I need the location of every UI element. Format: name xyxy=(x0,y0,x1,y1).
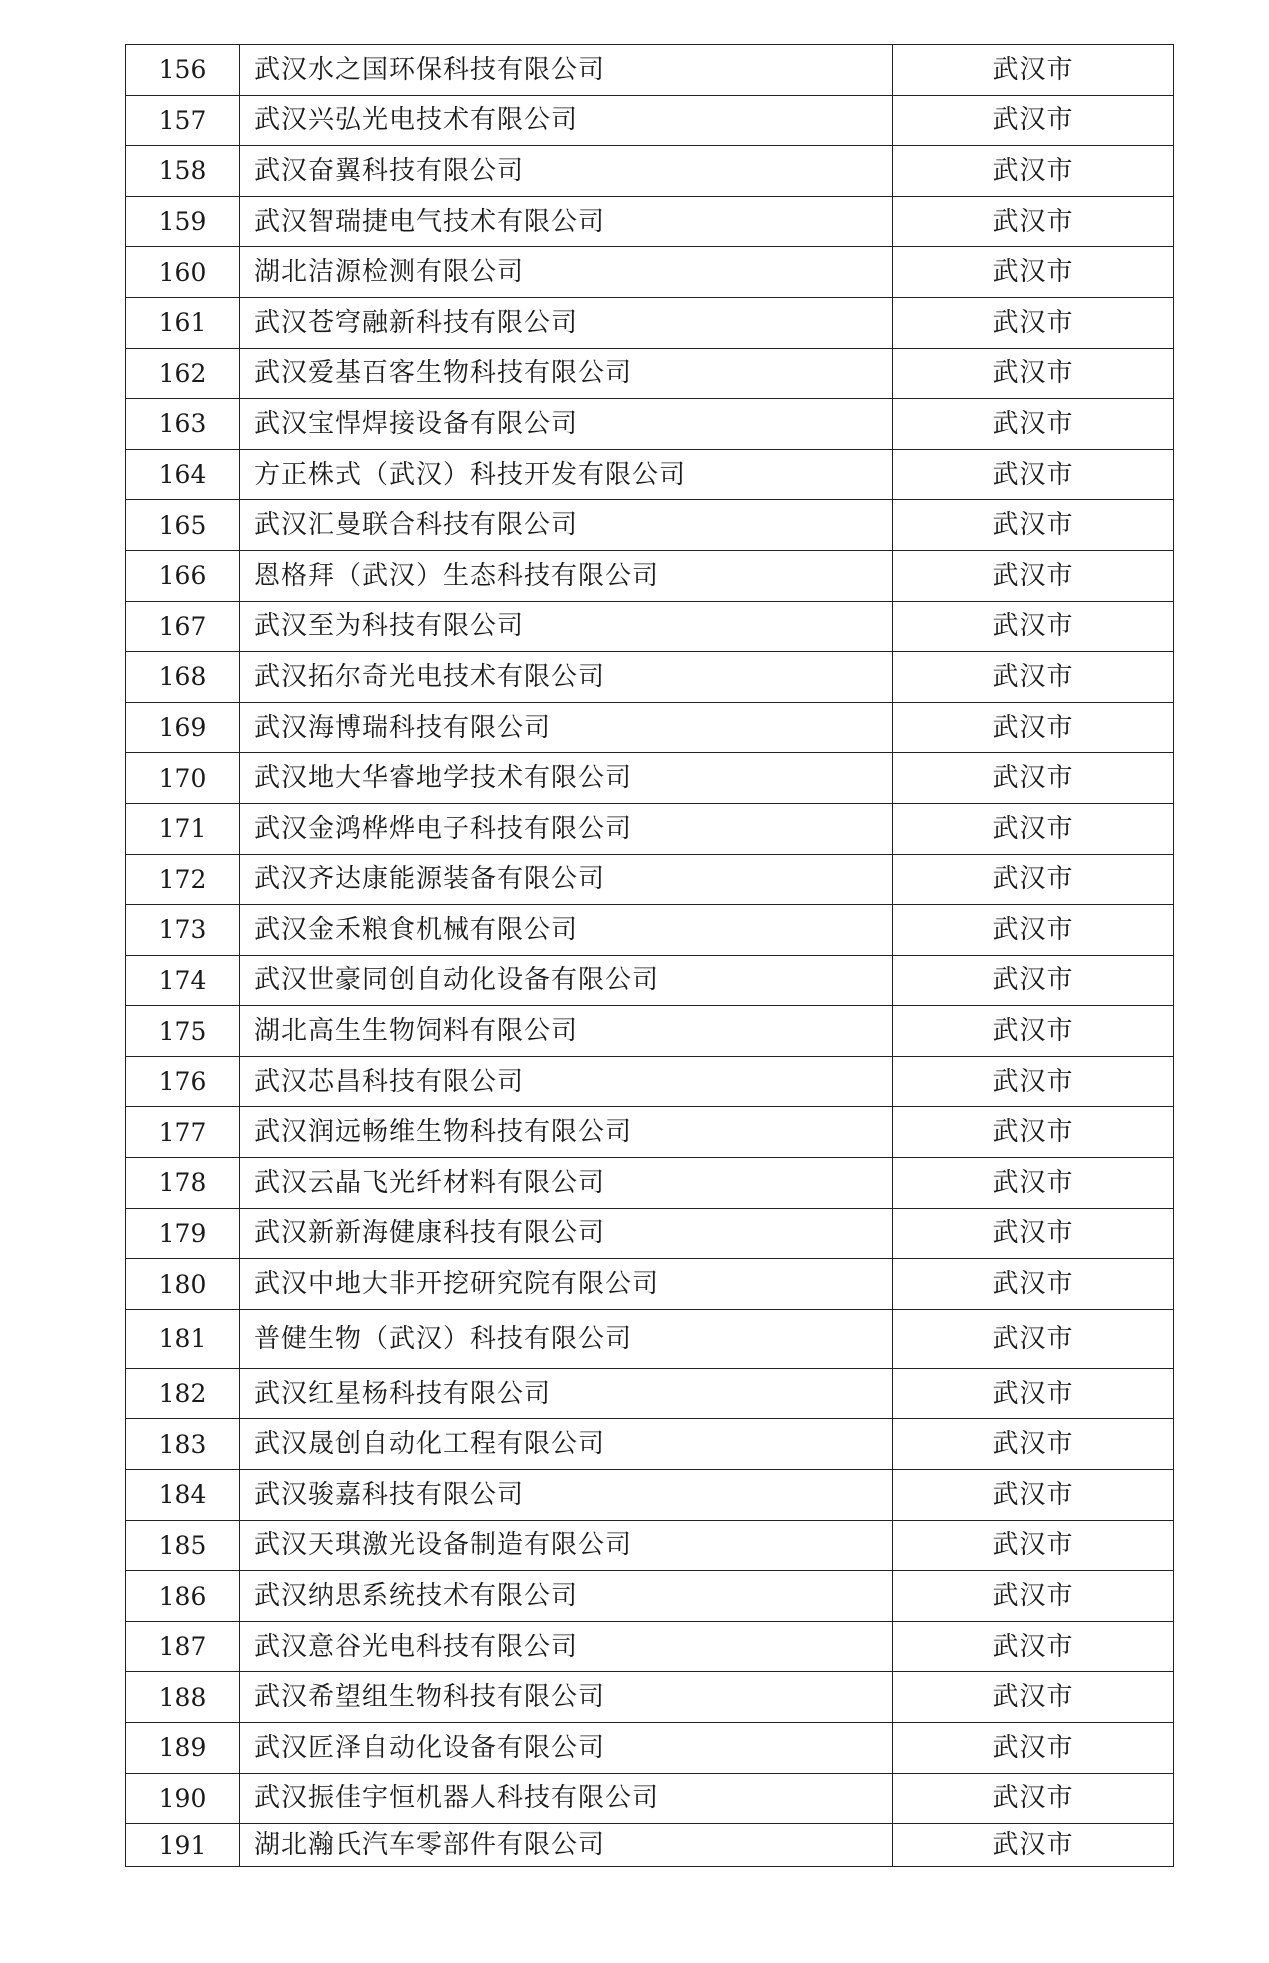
city-name: 武汉市 xyxy=(893,45,1174,96)
city-name: 武汉市 xyxy=(893,1723,1174,1774)
company-name: 武汉兴弘光电技术有限公司 xyxy=(240,95,893,146)
table-row xyxy=(126,753,1174,804)
row-number: 182 xyxy=(126,1368,240,1419)
city-name: 武汉市 xyxy=(893,95,1174,146)
table-row xyxy=(126,297,1174,348)
table-row xyxy=(126,196,1174,247)
city-name: 武汉市 xyxy=(893,1571,1174,1622)
company-name: 武汉纳思系统技术有限公司 xyxy=(240,1571,893,1622)
city-name: 武汉市 xyxy=(893,1672,1174,1723)
row-number: 174 xyxy=(126,955,240,1006)
city-name: 武汉市 xyxy=(893,753,1174,804)
company-name: 武汉世豪同创自动化设备有限公司 xyxy=(240,955,893,1006)
city-name: 武汉市 xyxy=(893,399,1174,450)
table-row xyxy=(126,1723,1174,1774)
company-name: 武汉希望组生物科技有限公司 xyxy=(240,1672,893,1723)
table-row xyxy=(126,399,1174,450)
row-number: 178 xyxy=(126,1158,240,1209)
table-row xyxy=(126,1824,1174,1867)
city-name: 武汉市 xyxy=(893,1520,1174,1571)
table-row xyxy=(126,550,1174,601)
row-number: 156 xyxy=(126,45,240,96)
table-row xyxy=(126,854,1174,905)
row-number: 164 xyxy=(126,449,240,500)
city-name: 武汉市 xyxy=(893,803,1174,854)
company-list-table xyxy=(125,44,1174,1867)
row-number: 184 xyxy=(126,1470,240,1521)
table-row xyxy=(126,146,1174,197)
company-name: 武汉齐达康能源装备有限公司 xyxy=(240,854,893,905)
row-number: 185 xyxy=(126,1520,240,1571)
company-name: 湖北高生生物饲料有限公司 xyxy=(240,1006,893,1057)
row-number: 165 xyxy=(126,500,240,551)
table-row xyxy=(126,500,1174,551)
company-name: 武汉汇曼联合科技有限公司 xyxy=(240,500,893,551)
table-row xyxy=(126,1006,1174,1057)
row-number: 187 xyxy=(126,1621,240,1672)
table-row xyxy=(126,955,1174,1006)
table-row xyxy=(126,247,1174,298)
city-name: 武汉市 xyxy=(893,905,1174,956)
row-number: 186 xyxy=(126,1571,240,1622)
row-number: 191 xyxy=(126,1824,240,1867)
city-name: 武汉市 xyxy=(893,652,1174,703)
table-row xyxy=(126,1470,1174,1521)
company-name: 武汉金鸿桦烨电子科技有限公司 xyxy=(240,803,893,854)
row-number: 171 xyxy=(126,803,240,854)
city-name: 武汉市 xyxy=(893,1368,1174,1419)
row-number: 176 xyxy=(126,1056,240,1107)
city-name: 武汉市 xyxy=(893,601,1174,652)
row-number: 188 xyxy=(126,1672,240,1723)
company-name: 方正株式（武汉）科技开发有限公司 xyxy=(240,449,893,500)
city-name: 武汉市 xyxy=(893,196,1174,247)
city-name: 武汉市 xyxy=(893,854,1174,905)
row-number: 181 xyxy=(126,1309,240,1368)
table-row xyxy=(126,652,1174,703)
city-name: 武汉市 xyxy=(893,1470,1174,1521)
company-name: 武汉润远畅维生物科技有限公司 xyxy=(240,1107,893,1158)
table-row xyxy=(126,1107,1174,1158)
table-row xyxy=(126,1672,1174,1723)
company-name: 武汉智瑞捷电气技术有限公司 xyxy=(240,196,893,247)
company-name: 武汉水之国环保科技有限公司 xyxy=(240,45,893,96)
table-row xyxy=(126,905,1174,956)
row-number: 159 xyxy=(126,196,240,247)
company-name: 湖北瀚氏汽车零部件有限公司 xyxy=(240,1824,893,1867)
company-name: 恩格拜（武汉）生态科技有限公司 xyxy=(240,550,893,601)
table-row xyxy=(126,1259,1174,1310)
table-row xyxy=(126,1056,1174,1107)
table-row xyxy=(126,803,1174,854)
row-number: 172 xyxy=(126,854,240,905)
city-name: 武汉市 xyxy=(893,1259,1174,1310)
city-name: 武汉市 xyxy=(893,1107,1174,1158)
table-row xyxy=(126,1621,1174,1672)
city-name: 武汉市 xyxy=(893,702,1174,753)
company-name: 武汉骏嘉科技有限公司 xyxy=(240,1470,893,1521)
city-name: 武汉市 xyxy=(893,1158,1174,1209)
city-name: 武汉市 xyxy=(893,1621,1174,1672)
company-name: 武汉奋翼科技有限公司 xyxy=(240,146,893,197)
company-name: 武汉振佳宇恒机器人科技有限公司 xyxy=(240,1773,893,1824)
row-number: 180 xyxy=(126,1259,240,1310)
table-row xyxy=(126,1158,1174,1209)
row-number: 160 xyxy=(126,247,240,298)
row-number: 189 xyxy=(126,1723,240,1774)
company-name: 武汉宝悍焊接设备有限公司 xyxy=(240,399,893,450)
city-name: 武汉市 xyxy=(893,297,1174,348)
city-name: 武汉市 xyxy=(893,1824,1174,1867)
row-number: 168 xyxy=(126,652,240,703)
row-number: 170 xyxy=(126,753,240,804)
row-number: 190 xyxy=(126,1773,240,1824)
company-name: 武汉红星杨科技有限公司 xyxy=(240,1368,893,1419)
city-name: 武汉市 xyxy=(893,955,1174,1006)
table-row xyxy=(126,601,1174,652)
table-row xyxy=(126,1520,1174,1571)
row-number: 166 xyxy=(126,550,240,601)
city-name: 武汉市 xyxy=(893,1006,1174,1057)
city-name: 武汉市 xyxy=(893,1419,1174,1470)
table-row xyxy=(126,1419,1174,1470)
table-row xyxy=(126,1368,1174,1419)
city-name: 武汉市 xyxy=(893,146,1174,197)
row-number: 177 xyxy=(126,1107,240,1158)
company-name: 武汉金禾粮食机械有限公司 xyxy=(240,905,893,956)
company-name: 武汉天琪激光设备制造有限公司 xyxy=(240,1520,893,1571)
table-row xyxy=(126,1773,1174,1824)
city-name: 武汉市 xyxy=(893,1208,1174,1259)
company-name: 武汉中地大非开挖研究院有限公司 xyxy=(240,1259,893,1310)
table-row xyxy=(126,1571,1174,1622)
city-name: 武汉市 xyxy=(893,247,1174,298)
table-row xyxy=(126,45,1174,96)
row-number: 167 xyxy=(126,601,240,652)
company-name: 武汉至为科技有限公司 xyxy=(240,601,893,652)
company-name: 武汉意谷光电科技有限公司 xyxy=(240,1621,893,1672)
city-name: 武汉市 xyxy=(893,1773,1174,1824)
city-name: 武汉市 xyxy=(893,500,1174,551)
row-number: 162 xyxy=(126,348,240,399)
table-row xyxy=(126,95,1174,146)
row-number: 163 xyxy=(126,399,240,450)
company-name: 武汉芯昌科技有限公司 xyxy=(240,1056,893,1107)
table-row xyxy=(126,449,1174,500)
city-name: 武汉市 xyxy=(893,348,1174,399)
row-number: 161 xyxy=(126,297,240,348)
row-number: 173 xyxy=(126,905,240,956)
city-name: 武汉市 xyxy=(893,1309,1174,1368)
row-number: 179 xyxy=(126,1208,240,1259)
company-name: 武汉苍穹融新科技有限公司 xyxy=(240,297,893,348)
table-row xyxy=(126,1208,1174,1259)
company-name: 湖北洁源检测有限公司 xyxy=(240,247,893,298)
company-name: 普健生物（武汉）科技有限公司 xyxy=(240,1309,893,1368)
company-name: 武汉匠泽自动化设备有限公司 xyxy=(240,1723,893,1774)
company-list-body xyxy=(126,45,1174,1867)
company-name: 武汉爱基百客生物科技有限公司 xyxy=(240,348,893,399)
company-name: 武汉晟创自动化工程有限公司 xyxy=(240,1419,893,1470)
row-number: 169 xyxy=(126,702,240,753)
company-name: 武汉云晶飞光纤材料有限公司 xyxy=(240,1158,893,1209)
table-row xyxy=(126,348,1174,399)
row-number: 157 xyxy=(126,95,240,146)
row-number: 183 xyxy=(126,1419,240,1470)
company-name: 武汉新新海健康科技有限公司 xyxy=(240,1208,893,1259)
city-name: 武汉市 xyxy=(893,550,1174,601)
table-row xyxy=(126,702,1174,753)
company-name: 武汉海博瑞科技有限公司 xyxy=(240,702,893,753)
table-row xyxy=(126,1309,1174,1368)
city-name: 武汉市 xyxy=(893,449,1174,500)
row-number: 175 xyxy=(126,1006,240,1057)
row-number: 158 xyxy=(126,146,240,197)
company-name: 武汉地大华睿地学技术有限公司 xyxy=(240,753,893,804)
city-name: 武汉市 xyxy=(893,1056,1174,1107)
company-name: 武汉拓尔奇光电技术有限公司 xyxy=(240,652,893,703)
